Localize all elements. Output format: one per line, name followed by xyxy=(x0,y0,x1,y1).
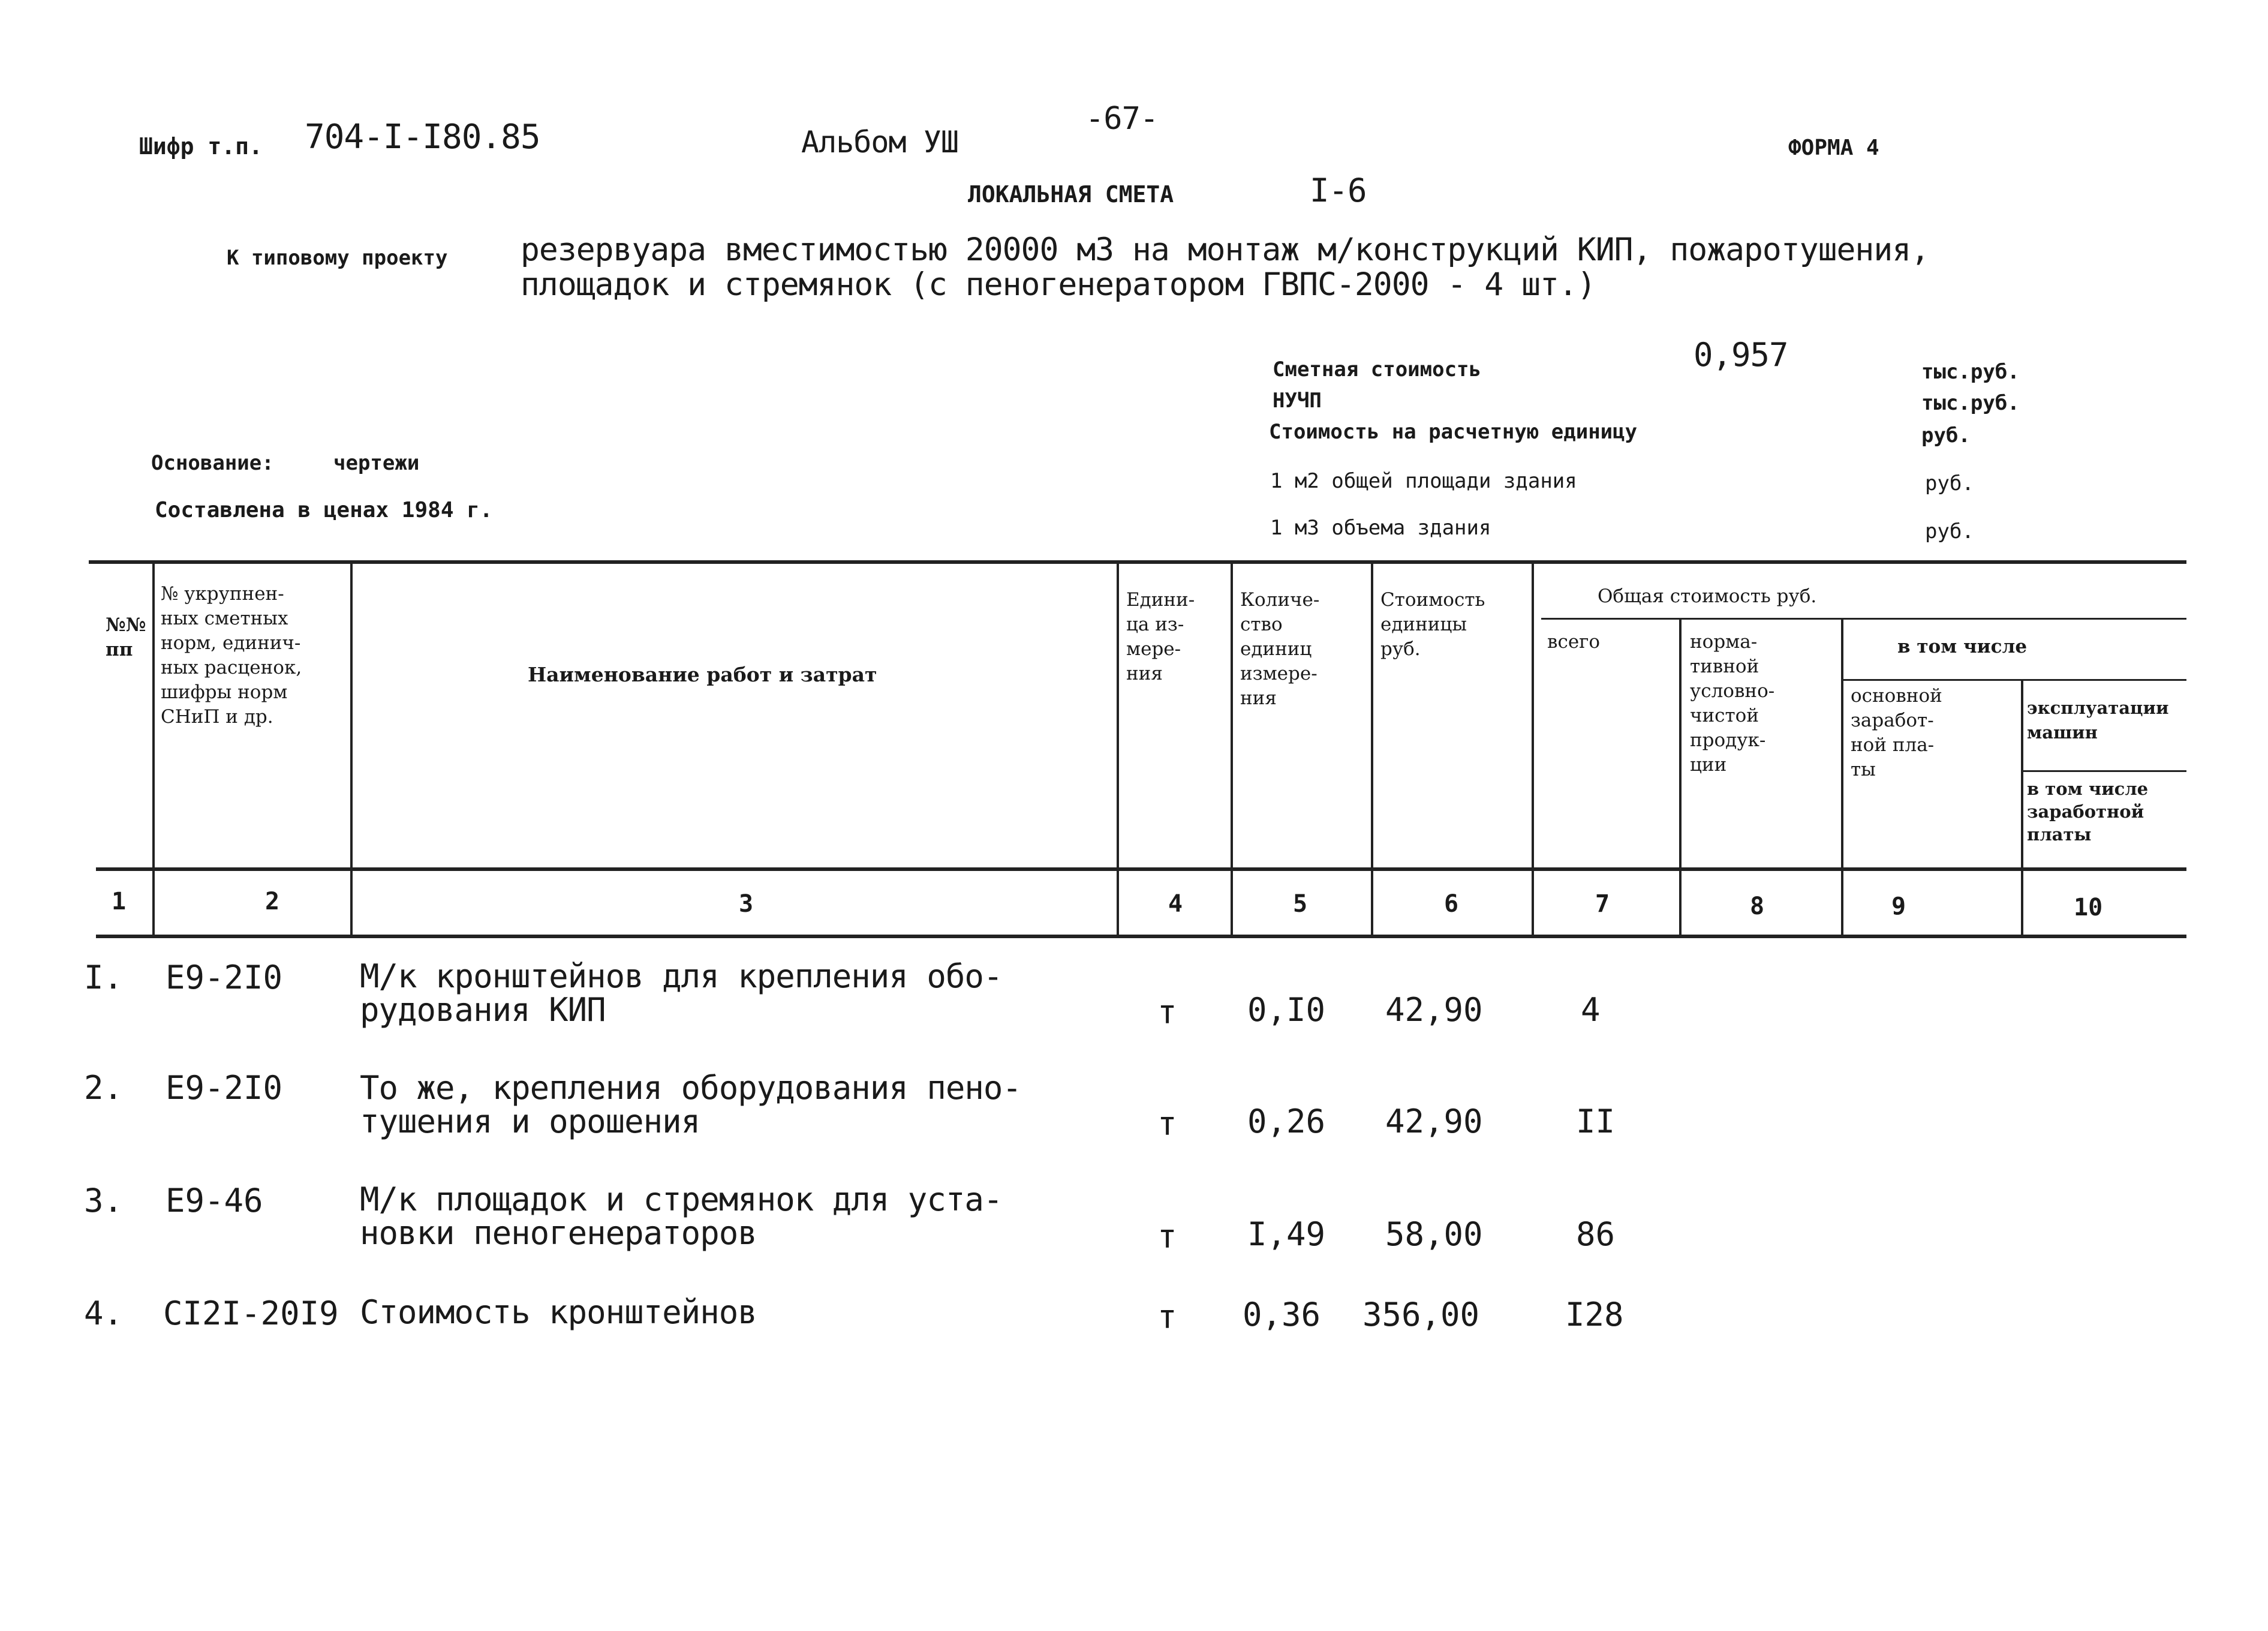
nuchp-unit: тыс.руб. xyxy=(1921,391,2020,415)
header-col-7: всего xyxy=(1547,631,1601,653)
row-qty: 0,26 xyxy=(1247,1103,1326,1140)
col-divider-3 xyxy=(1117,564,1119,937)
table-top-rule xyxy=(89,560,2186,564)
column-number: 9 xyxy=(1891,893,1906,920)
column-number: 5 xyxy=(1293,890,1308,918)
header-col-10-wages: в том числе заработной платы xyxy=(2027,779,2149,845)
estimated-cost-label: Сметная стоимость xyxy=(1273,358,1481,382)
column-number: 6 xyxy=(1444,890,1459,918)
header-col-8: норма- тивной условно- чистой продук- ции xyxy=(1690,631,1775,776)
header-bottom-rule xyxy=(96,867,2186,871)
row-qty: 0,I0 xyxy=(1247,991,1326,1029)
column-number: 2 xyxy=(265,888,280,915)
row-price: 58,00 xyxy=(1385,1215,1483,1253)
row-unit: т xyxy=(1157,1105,1177,1143)
row-unit: т xyxy=(1157,1218,1177,1255)
col-divider-6 xyxy=(1532,564,1534,937)
per-m3-unit: руб. xyxy=(1925,519,1974,543)
row-total: I28 xyxy=(1565,1296,1624,1333)
row-unit: т xyxy=(1157,1298,1177,1336)
estimated-cost-unit: тыс.руб. xyxy=(1921,360,2020,384)
col-divider-8 xyxy=(1841,618,1843,937)
header-col-2: № укрупнен- ных сметных норм, единич- ных расценок, шифры норм СНиП и др. xyxy=(161,583,302,728)
col-divider-4 xyxy=(1231,564,1233,937)
row-name: М/к площадок и стремянок для уста- новки пеногенераторов xyxy=(360,1181,1003,1252)
row-price: 356,00 xyxy=(1362,1296,1480,1333)
row-total: II xyxy=(1576,1103,1616,1140)
column-number: 7 xyxy=(1595,890,1610,918)
project-label: К типовому проекту xyxy=(227,246,448,270)
machines-rule xyxy=(2021,770,2186,772)
project-line-1: резервуара вместимостью 20000 м3 на монтаж м/конструкций КИП, пожаротушения, xyxy=(521,232,1930,268)
basis-value: чертежи xyxy=(333,451,420,475)
column-number: 3 xyxy=(739,890,754,918)
row-qty: I,49 xyxy=(1247,1215,1326,1253)
header-col-3: Наименование работ и затрат xyxy=(528,663,877,686)
row-name: Стоимость кронштейнов xyxy=(360,1293,757,1331)
nuchp-label: НУЧП xyxy=(1273,389,1322,413)
row-name: То же, крепления оборудования пено- тушения и орошения xyxy=(360,1069,1021,1140)
compiled-prices-note: Составлена в ценах 1984 г. xyxy=(155,498,493,522)
header-col-4: Едини- ца из- мере- ния xyxy=(1126,589,1195,684)
header-col-9: основной заработ- ной пла- ты xyxy=(1851,685,1942,780)
header-incl-group: в том числе xyxy=(1897,636,2028,657)
header-total-group: Общая стоимость руб. xyxy=(1598,585,1817,607)
column-number: 4 xyxy=(1168,890,1183,918)
row-number: I. xyxy=(84,959,124,996)
row-code: Е9-46 xyxy=(166,1182,263,1220)
col-divider-1 xyxy=(152,564,155,937)
cipher-value: 704-I-I80.85 xyxy=(305,118,540,157)
total-group-rule xyxy=(1541,618,2186,620)
row-code: СI2I-20I9 xyxy=(163,1294,339,1332)
column-number: 10 xyxy=(2074,894,2103,921)
estimated-cost-value: 0,957 xyxy=(1694,336,1788,374)
per-unit-cost-label: Стоимость на расчетную единицу xyxy=(1269,420,1638,444)
row-code: Е9-2I0 xyxy=(166,1069,283,1107)
header-col-10: эксплуатации машин xyxy=(2027,698,2169,743)
col-divider-2 xyxy=(350,564,353,937)
row-unit: т xyxy=(1157,993,1177,1031)
basis-label: Основание: xyxy=(151,451,274,475)
per-m3-label: 1 м3 объема здания xyxy=(1270,516,1491,540)
row-total: 86 xyxy=(1576,1215,1616,1253)
per-unit-cost-unit: руб. xyxy=(1921,423,1971,447)
form-label: ФОРМА 4 xyxy=(1788,136,1879,160)
row-code: Е9-2I0 xyxy=(166,959,283,996)
header-col-6: Стоимость единицы руб. xyxy=(1380,589,1485,660)
album-label: Альбом УШ xyxy=(801,125,958,160)
per-m2-unit: руб. xyxy=(1925,471,1974,495)
row-name: М/к кронштейнов для крепления обо- рудования КИП xyxy=(360,957,1003,1029)
numbers-bottom-rule xyxy=(96,935,2186,938)
estimate-number: I-6 xyxy=(1310,172,1367,209)
col-divider-7 xyxy=(1679,618,1682,937)
col-divider-5 xyxy=(1371,564,1373,937)
per-m2-label: 1 м2 общей площади здания xyxy=(1270,469,1577,493)
row-price: 42,90 xyxy=(1385,1103,1483,1140)
cipher-label: Шифр т.п. xyxy=(139,133,263,160)
page-number: -67- xyxy=(1085,101,1159,137)
row-number: 2. xyxy=(84,1069,124,1107)
row-price: 42,90 xyxy=(1385,991,1483,1029)
row-total: 4 xyxy=(1581,991,1601,1029)
estimate-title: ЛОКАЛЬНАЯ СМЕТА xyxy=(968,181,1174,208)
col-divider-9 xyxy=(2021,679,2023,937)
row-number: 3. xyxy=(84,1182,124,1220)
row-qty: 0,36 xyxy=(1243,1296,1321,1333)
row-number: 4. xyxy=(84,1294,124,1332)
project-line-2: площадок и стремянок (с пеногенератором ГВПС-2000 - 4 шт.) xyxy=(521,266,1596,303)
column-number: 8 xyxy=(1750,893,1765,920)
incl-group-rule xyxy=(1841,679,2186,681)
column-number: 1 xyxy=(112,888,127,915)
header-col-5: Количе- ство единиц измере- ния xyxy=(1240,589,1320,709)
header-col-1: №№ пп xyxy=(106,614,146,660)
